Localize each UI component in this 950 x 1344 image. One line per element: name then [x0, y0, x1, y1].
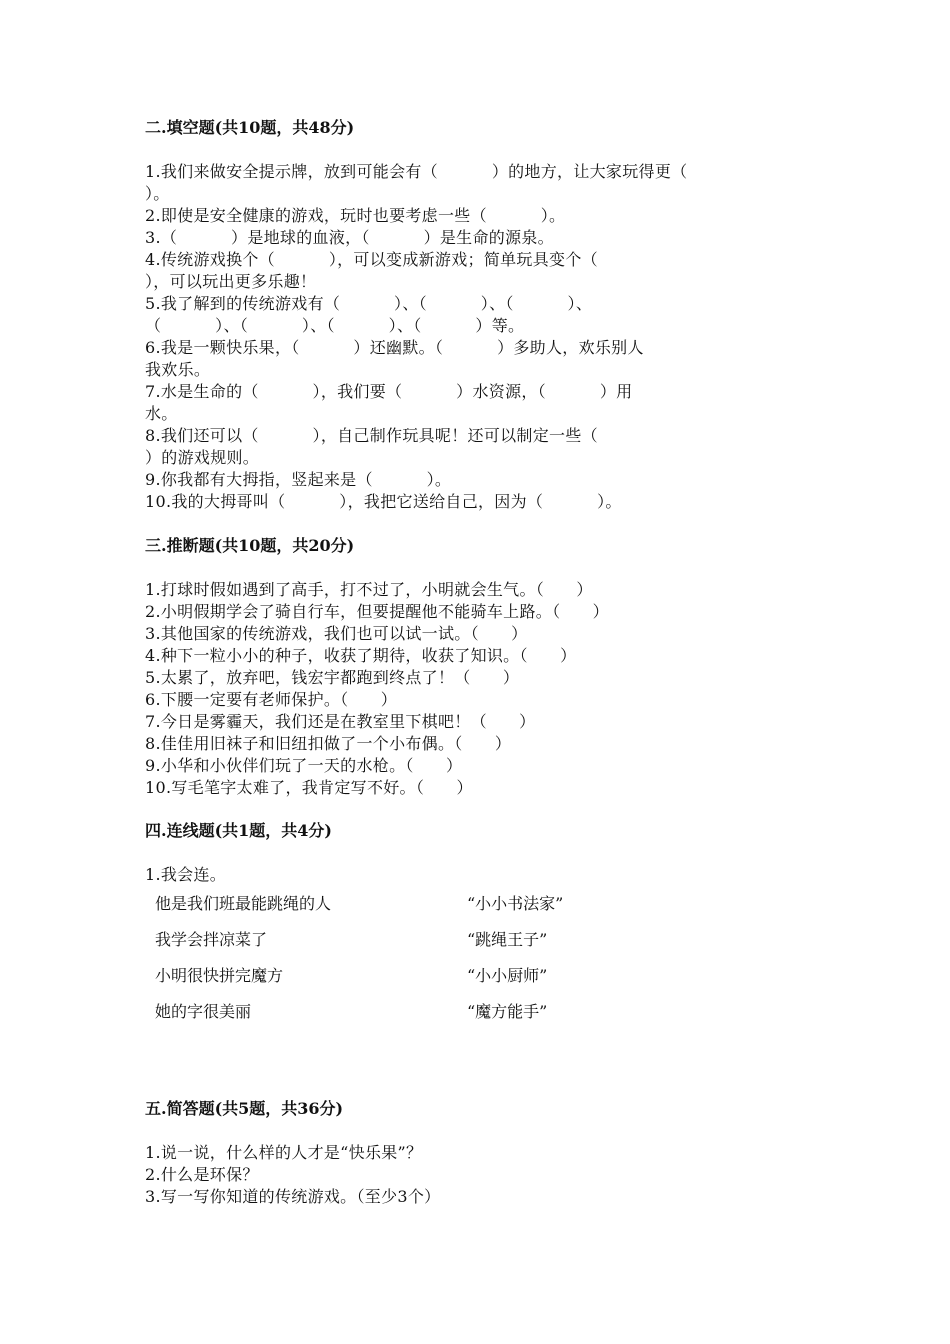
judge-line: 4.种下一粒小小的种子，收获了期待，收获了知识。（ ） — [145, 646, 577, 665]
fill-line: 水。 — [145, 404, 178, 423]
match-right-item: “魔方能手” — [467, 1002, 548, 1021]
match-question: 1.我会连。 — [145, 865, 227, 884]
fill-line: 8.我们还可以（ ），自己制作玩具呢！还可以制定一些（ — [145, 426, 598, 445]
match-left-item: 她的字很美丽 — [155, 1002, 252, 1021]
short-line: 3.写一写你知道的传统游戏。（至少3个） — [145, 1187, 441, 1206]
fill-line: 10.我的大拇哥叫（ ），我把它送给自己，因为（ ）。 — [145, 492, 622, 511]
fill-line: 4.传统游戏换个（ ），可以变成新游戏；简单玩具变个（ — [145, 250, 598, 269]
fill-line: ），可以玩出更多乐趣！ — [145, 272, 317, 291]
judge-line: 10.写毛笔字太难了，我肯定写不好。（ ） — [145, 778, 473, 797]
fill-line: 2.即使是安全健康的游戏，玩时也要考虑一些（ ）。 — [145, 206, 566, 225]
match-right-item: “小小书法家” — [467, 894, 564, 913]
match-left-item: 小明很快拼完魔方 — [155, 966, 284, 985]
fill-line: 3.（ ）是地球的血液，（ ）是生命的源泉。 — [145, 228, 554, 247]
match-left-item: 我学会拌凉菜了 — [155, 930, 268, 949]
fill-line: ）的游戏规则。 — [145, 448, 260, 467]
judge-line: 1.打球时假如遇到了高手，打不过了，小明就会生气。（ ） — [145, 580, 593, 599]
judge-line: 8.佳佳用旧袜子和旧纽扣做了一个小布偶。（ ） — [145, 734, 512, 753]
short-line: 2.什么是环保？ — [145, 1165, 259, 1184]
judge-line: 2.小明假期学会了骑自行车，但要提醒他不能骑车上路。（ ） — [145, 602, 609, 621]
short-line: 1.说一说，什么样的人才是“快乐果”？ — [145, 1143, 423, 1162]
fill-line: （ ）、（ ）、（ ）、（ ）等。 — [145, 316, 525, 335]
match-left-item: 他是我们班最能跳绳的人 — [155, 894, 332, 913]
fill-line: ）。 — [145, 184, 170, 203]
section-title-judge: 三.推断题(共10题，共20分) — [145, 536, 355, 555]
judge-line: 6.下腰一定要有老师保护。（ ） — [145, 690, 398, 709]
fill-line: 7.水是生命的（ ），我们要（ ）水资源，（ ）用 — [145, 382, 633, 401]
section-title-short: 五.简答题(共5题，共36分) — [145, 1099, 344, 1118]
fill-line: 6.我是一颗快乐果，（ ）还幽默。（ ）多助人，欢乐别人 — [145, 338, 644, 357]
fill-line: 我欢乐。 — [145, 360, 211, 379]
judge-line: 7.今日是雾霾天，我们还是在教室里下棋吧！（ ） — [145, 712, 536, 731]
section-title-match: 四.连线题(共1题，共4分) — [145, 821, 332, 840]
fill-line: 9.你我都有大拇指，竖起来是（ ）。 — [145, 470, 452, 489]
match-right-item: “小小厨师” — [467, 966, 548, 985]
judge-line: 3.其他国家的传统游戏，我们也可以试一试。（ ） — [145, 624, 528, 643]
judge-line: 9.小华和小伙伴们玩了一天的水枪。（ ） — [145, 756, 463, 775]
fill-line: 5.我了解到的传统游戏有（ ）、（ ）、（ ）、 — [145, 294, 593, 313]
section-title-fill: 二.填空题(共10题，共48分) — [145, 118, 355, 137]
fill-line: 1.我们来做安全提示牌，放到可能会有（ ）的地方，让大家玩得更（ — [145, 162, 688, 181]
match-right-item: “跳绳王子” — [467, 930, 548, 949]
judge-line: 5.太累了，放弃吧，钱宏宇都跑到终点了！（ ） — [145, 668, 520, 687]
